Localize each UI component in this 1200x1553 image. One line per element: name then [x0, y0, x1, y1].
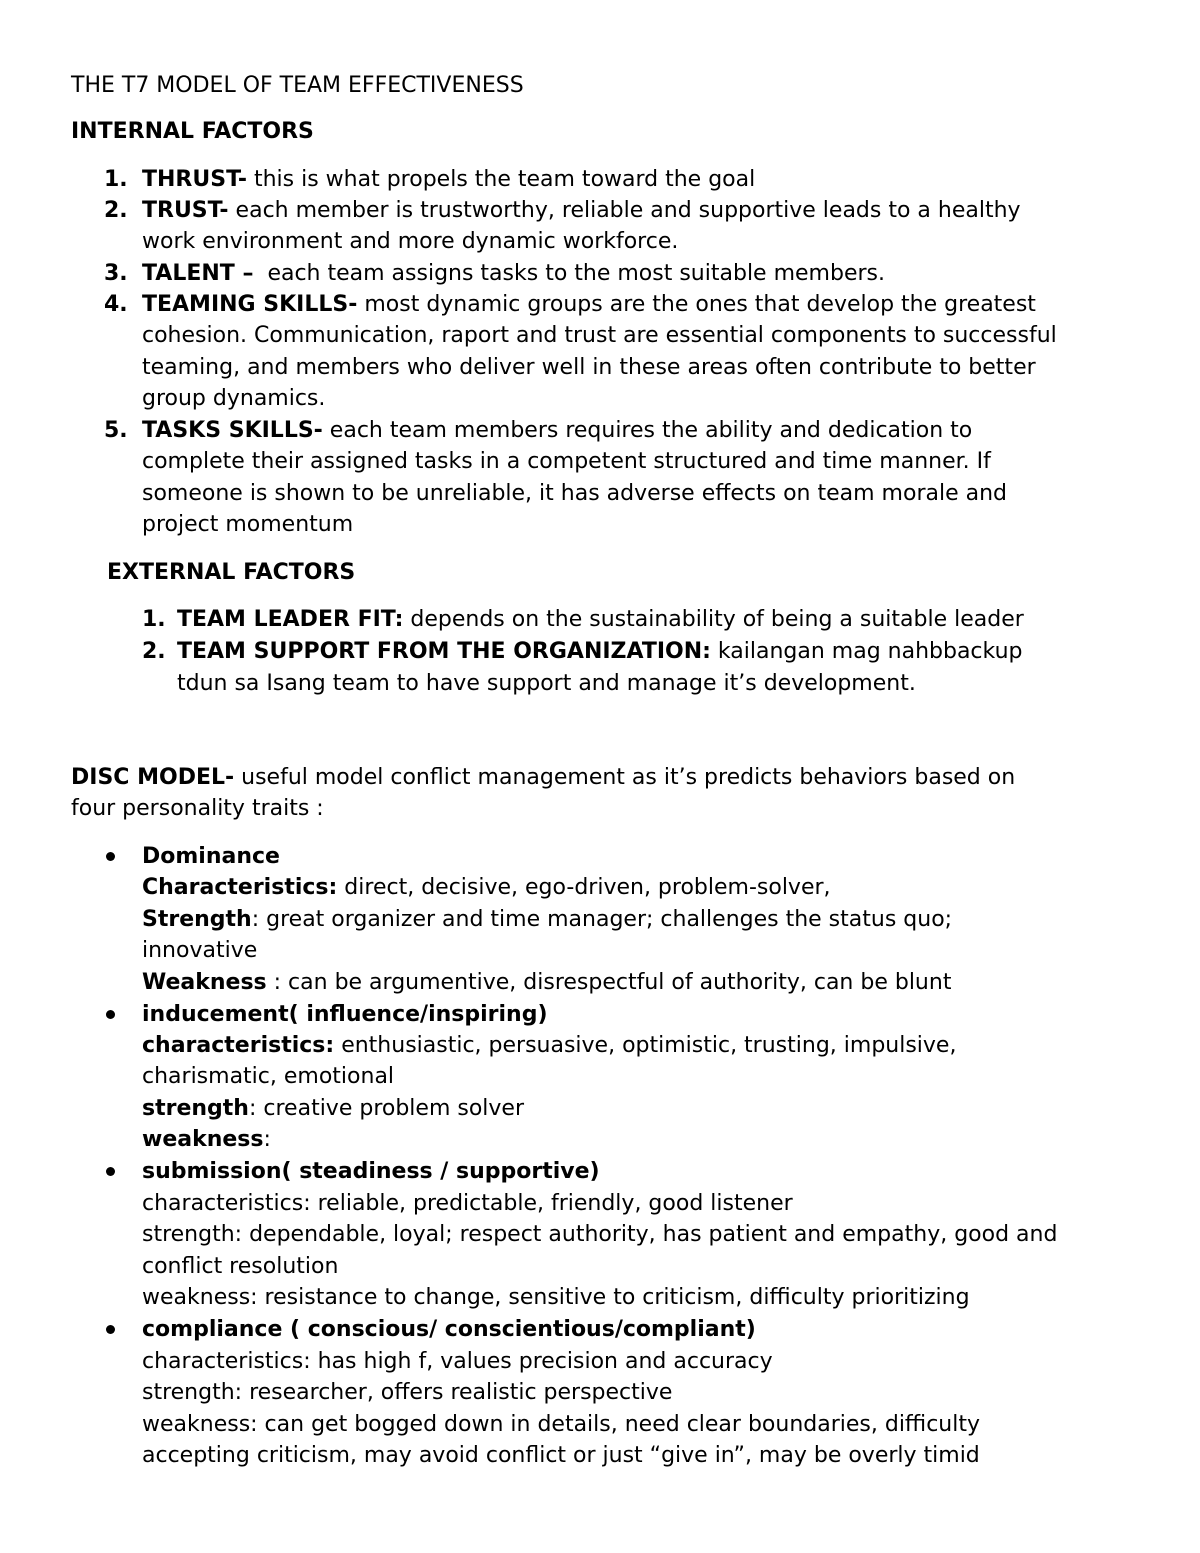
- list-number: 1.: [142, 607, 166, 632]
- item-text: kailangan mag nahbbackup: [710, 639, 1023, 664]
- item-text: tdun sa Isang team to have support and manage it’s development.: [177, 671, 916, 696]
- trait-text: : great organizer and time manager; challenges the status quo;: [251, 907, 953, 932]
- list-number: 4.: [104, 292, 128, 317]
- trait-label: strength: [142, 1096, 249, 1121]
- item-text: someone is shown to be unreliable, it has adverse effects on team morale and: [142, 481, 1008, 506]
- trait-name: inducement( influence/inspiring): [142, 1002, 548, 1027]
- bullet-icon: [106, 1010, 115, 1019]
- trait-text: : can be argumentive, disrespectful of authority, can be blunt: [266, 970, 952, 995]
- trait-label: Weakness: [142, 970, 267, 995]
- item-term: TEAM SUPPORT FROM THE ORGANIZATION:: [177, 639, 711, 664]
- item-text: each member is trustworthy, reliable and supportive leads to a healthy: [228, 198, 1021, 223]
- trait-text: characteristics: has high f, values precision and accuracy: [142, 1349, 773, 1374]
- list-number: 1.: [104, 167, 128, 192]
- item-text: this is what propels the team toward the goal: [246, 167, 756, 192]
- item-text: group dynamics.: [142, 386, 326, 411]
- disc-model-text: four personality traits :: [71, 796, 324, 821]
- trait-text: conflict resolution: [142, 1254, 339, 1279]
- item-text: teaming, and members who deliver well in these areas often contribute to better: [142, 355, 1036, 380]
- item-text: cohesion. Communication, raport and trust are essential components to successful: [142, 323, 1057, 348]
- trait-label: Strength: [142, 907, 252, 932]
- list-number: 2.: [104, 198, 128, 223]
- disc-model-term: DISC MODEL-: [71, 765, 235, 790]
- trait-text: accepting criticism, may avoid conflict or just “give in”, may be overly timid: [142, 1443, 980, 1468]
- item-text: depends on the sustainability of being a suitable leader: [403, 607, 1024, 632]
- bullet-icon: [106, 1167, 115, 1176]
- trait-text: charismatic, emotional: [142, 1064, 395, 1089]
- trait-text: strength: dependable, loyal; respect authority, has patient and empathy, good and: [142, 1222, 1058, 1247]
- trait-label: weakness: [142, 1127, 264, 1152]
- item-term: TEAM LEADER FIT:: [177, 607, 404, 632]
- list-number: 3.: [104, 261, 128, 286]
- item-term: TRUST-: [142, 198, 229, 223]
- item-term: THRUST-: [142, 167, 247, 192]
- external-factors-heading: EXTERNAL FACTORS: [107, 560, 356, 585]
- trait-text: weakness: resistance to change, sensitive to criticism, difficulty prioritizing: [142, 1285, 970, 1310]
- item-text: work environment and more dynamic workforce.: [142, 229, 679, 254]
- trait-text: direct, decisive, ego-driven, problem-solver,: [337, 875, 831, 900]
- item-text: each team assigns tasks to the most suitable members.: [253, 261, 885, 286]
- trait-text: innovative: [142, 938, 258, 963]
- item-text: most dynamic groups are the ones that develop the greatest: [357, 292, 1036, 317]
- internal-factors-heading: INTERNAL FACTORS: [71, 119, 314, 144]
- trait-name: Dominance: [142, 844, 280, 869]
- item-term: TALENT –: [142, 261, 254, 286]
- item-text: complete their assigned tasks in a competent structured and time manner. If: [142, 449, 991, 474]
- trait-name: submission( steadiness / supportive): [142, 1159, 600, 1184]
- item-text: project momentum: [142, 512, 354, 537]
- trait-text: characteristics: reliable, predictable, friendly, good listener: [142, 1191, 793, 1216]
- trait-text: enthusiastic, persuasive, optimistic, trusting, impulsive,: [334, 1033, 957, 1058]
- item-term: TEAMING SKILLS-: [142, 292, 358, 317]
- bullet-icon: [106, 852, 115, 861]
- trait-label: characteristics:: [142, 1033, 335, 1058]
- trait-text: : creative problem solver: [248, 1096, 525, 1121]
- disc-model-intro: [71, 762, 1015, 793]
- trait-label: Characteristics:: [142, 875, 338, 900]
- item-text: each team members requires the ability and dedication to: [322, 418, 973, 443]
- trait-text: weakness: can get bogged down in details, need clear boundaries, difficulty: [142, 1412, 980, 1437]
- document-title: THE T7 MODEL OF TEAM EFFECTIVENESS: [71, 73, 524, 98]
- trait-text: :: [263, 1127, 271, 1152]
- trait-text: strength: researcher, offers realistic perspective: [142, 1380, 673, 1405]
- bullet-icon: [106, 1325, 115, 1334]
- list-number: 5.: [104, 418, 128, 443]
- item-term: TASKS SKILLS-: [142, 418, 323, 443]
- trait-name: compliance ( conscious/ conscientious/compliant): [142, 1317, 756, 1342]
- disc-model-text: useful model conflict management as it’s predicts behaviors based on: [234, 765, 1016, 790]
- list-number: 2.: [142, 639, 166, 664]
